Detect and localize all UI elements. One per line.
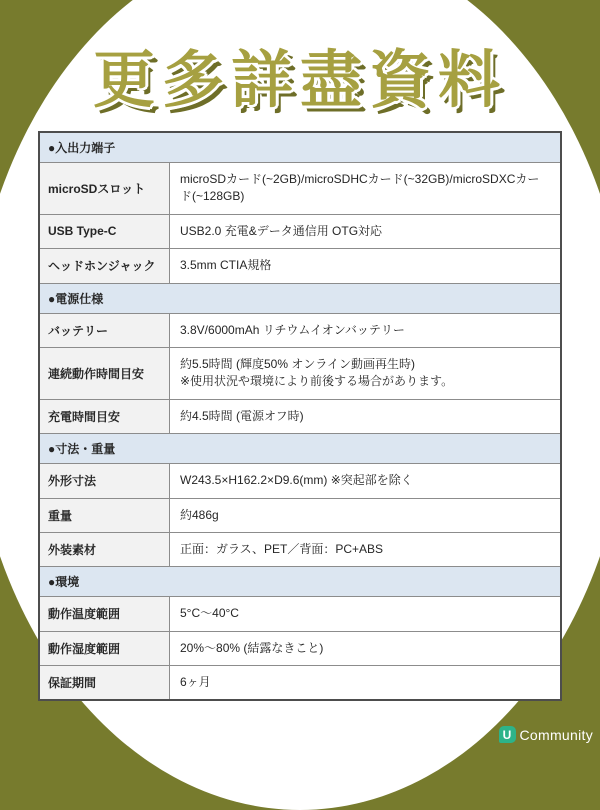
- value-text: 約5.5時間 (輝度50% オンライン動画再生時): [180, 356, 416, 371]
- row-value: [170, 666, 560, 699]
- row-label: 重量: [40, 499, 170, 532]
- table-row-battery: [40, 313, 560, 347]
- table-row-charge-time: [40, 399, 560, 433]
- table-row-outer-dimensions: [40, 463, 560, 497]
- row-label: 保証期間: [40, 666, 170, 699]
- row-value: [170, 499, 560, 532]
- value-text: 5°C〜40°C: [180, 606, 239, 621]
- spec-table: [38, 131, 562, 701]
- row-value: [170, 314, 560, 347]
- value-text: 20%〜80% (結露なきこと): [180, 640, 324, 655]
- value-text: microSDカード(~2GB)/microSDHCカード(~32GB)/microSDXCカード(~128GB): [180, 172, 540, 204]
- community-logo: [499, 726, 594, 743]
- row-value: [170, 163, 560, 214]
- row-label: 動作温度範囲: [40, 597, 170, 630]
- value-text: 約4.5時間 (電源オフ時): [180, 408, 304, 423]
- page-title: 更多詳盡資料: [92, 46, 507, 115]
- section-header-power: ●電源仕様: [40, 283, 560, 313]
- table-row-runtime: [40, 347, 560, 399]
- row-label: microSDスロット: [40, 163, 170, 214]
- value-text: 約486g: [180, 507, 219, 522]
- row-value: [170, 400, 560, 433]
- row-value: [170, 249, 560, 282]
- row-value: [170, 464, 560, 497]
- row-label: バッテリー: [40, 314, 170, 347]
- row-label: 充電時間目安: [40, 400, 170, 433]
- table-row-warranty: [40, 665, 560, 699]
- row-label: USB Type-C: [40, 215, 170, 248]
- row-label: 連続動作時間目安: [40, 348, 170, 399]
- table-row-weight: [40, 498, 560, 532]
- value-text: USB2.0 充電&データ通信用 OTG対応: [180, 223, 383, 238]
- table-row-materials: [40, 532, 560, 566]
- section-header-dimensions: ●寸法・重量: [40, 433, 560, 463]
- row-value: [170, 597, 560, 630]
- table-row-operating-temperature: [40, 596, 560, 630]
- u-community-badge-icon: U: [499, 726, 516, 743]
- row-label: ヘッドホンジャック: [40, 249, 170, 282]
- logo-name: Community: [519, 726, 593, 743]
- row-value: [170, 632, 560, 665]
- value-text: 6ヶ月: [180, 675, 211, 690]
- value-text: 3.5mm CTIA規格: [180, 258, 272, 273]
- table-row-usb-type-c: [40, 214, 560, 248]
- table-row-operating-humidity: [40, 631, 560, 665]
- table-row-microsd-slot: [40, 162, 560, 214]
- section-header-io: ●入出力端子: [40, 133, 560, 162]
- row-label: 外装素材: [40, 533, 170, 566]
- value-text: 正面：ガラス、PET／背面：PC+ABS: [180, 541, 384, 556]
- row-label: 外形寸法: [40, 464, 170, 497]
- row-value: [170, 348, 560, 399]
- value-note: ※使用状況や環境により前後する場合があります。: [180, 374, 454, 389]
- row-value: [170, 533, 560, 566]
- value-text: 3.8V/6000mAh リチウムイオンバッテリー: [180, 322, 405, 337]
- table-row-headphone-jack: [40, 248, 560, 282]
- row-label: 動作湿度範囲: [40, 632, 170, 665]
- value-text: W243.5×H162.2×D9.6(mm) ※突起部を除く: [180, 473, 413, 488]
- row-value: [170, 215, 560, 248]
- section-header-environment: ●環境: [40, 566, 560, 596]
